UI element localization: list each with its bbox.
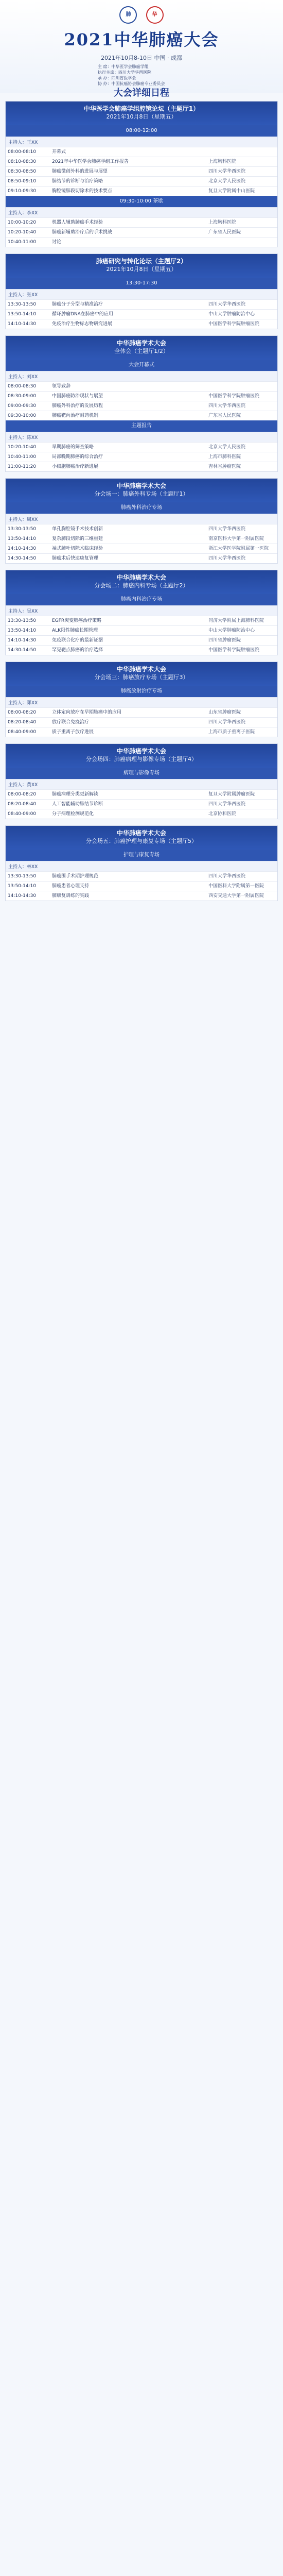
agenda-topic: 立体定向放疗在早期肺癌中的应用 <box>52 710 122 715</box>
agenda-institution <box>206 382 277 391</box>
block-subtitle: 全体会（主题厅1/2） <box>114 348 169 354</box>
agenda-topic: 质子重离子放疗进展 <box>52 730 94 735</box>
session-host: 主持人：李XX <box>6 207 277 217</box>
session-bar: 大会开幕式 <box>6 360 277 371</box>
agenda-time: 11:00-11:20 <box>8 464 37 469</box>
schedule-block <box>5 253 278 329</box>
agenda-institution: 中国医科大学附属第一医院 <box>208 884 264 889</box>
agenda-row <box>6 625 277 635</box>
agenda-institution: 四川大学华西医院 <box>208 802 246 807</box>
agenda-time: 14:10-14:30 <box>8 321 37 327</box>
agenda-row <box>6 319 277 329</box>
agenda-time: 08:20-08:40 <box>8 720 37 725</box>
agenda-row <box>6 544 277 553</box>
agenda-topic: 机器人辅助肺癌手术经验 <box>52 220 103 225</box>
session-bar: 肺癌外科治疗专场 <box>6 502 277 514</box>
agenda-institution: 四川大学华西医院 <box>208 720 246 725</box>
block-title: 中华医学会肺癌学组腔镜论坛（主题厅1） <box>83 105 200 112</box>
session-host: 主持人：林XX <box>6 861 277 871</box>
agenda-institution: 上海市质子重离子医院 <box>208 730 255 735</box>
agenda-topic: 罕见靶点肺癌的治疗选择 <box>52 648 103 653</box>
agenda-institution: 四川大学华西医院 <box>208 874 246 879</box>
agenda-row <box>6 809 277 819</box>
agenda-time: 13:30-13:50 <box>8 527 37 532</box>
block-title: 中华肺癌学术大会 <box>116 340 166 347</box>
agenda-institution: 上海胸科医院 <box>208 220 237 225</box>
session-host: 主持人：周XX <box>6 514 277 524</box>
block-header <box>6 336 277 360</box>
agenda-row <box>6 645 277 655</box>
session-host: 主持人：黄XX <box>6 779 277 789</box>
agenda-row <box>6 442 277 452</box>
session-bar: 13:30-17:30 <box>6 278 277 289</box>
agenda-row <box>6 411 277 420</box>
agenda-topic: 肺癌术后快速康复管理 <box>52 556 99 561</box>
block-subtitle: 分会场三：肺癌放疗专场（主题厅3） <box>94 674 189 681</box>
schedule-block <box>5 335 278 472</box>
agenda-row <box>6 299 277 309</box>
agenda-topic: 免疫联合化疗的最新证据 <box>52 638 103 643</box>
agenda-topic: 免疫治疗生物标志物研究进展 <box>52 321 113 327</box>
agenda-topic: 领导致辞 <box>52 384 71 389</box>
agenda-time: 09:30-10:00 <box>8 413 37 418</box>
agenda-row <box>6 534 277 544</box>
session-bar: 09:30-10:00 茶歇 <box>6 196 277 207</box>
agenda-time: 08:40-09:00 <box>8 811 37 817</box>
schedule-title: 大会详细日程 <box>114 88 169 98</box>
agenda-institution: 西安交通大学第一附属医院 <box>208 893 264 899</box>
agenda-time: 08:30-08:50 <box>8 169 37 174</box>
agenda-institution: 上海市肺科医院 <box>208 454 241 460</box>
organizer-line: 协 办：中国抗癌协会肺癌专业委员会 <box>98 81 165 86</box>
agenda-row <box>6 789 277 799</box>
agenda-topic: 肺癌微创外科的进展与展望 <box>52 169 108 174</box>
agenda-row <box>6 227 277 237</box>
agenda-topic: 肺癌靶向治疗耐药机制 <box>52 413 99 418</box>
block-subtitle: 2021年10月8日（星期五） <box>106 266 177 273</box>
agenda-row <box>6 727 277 737</box>
agenda-institution <box>206 238 277 247</box>
agenda-time: 13:30-13:50 <box>8 618 37 623</box>
agenda-topic: 开幕式 <box>52 149 66 155</box>
agenda-institution: 中国医学科学院肿瘤医院 <box>208 394 260 399</box>
agenda-topic: 放疗联合免疫治疗 <box>52 720 90 725</box>
agenda-row <box>6 717 277 727</box>
organizer-line: 执行主席：四川大学华西医院 <box>98 70 151 75</box>
agenda-row <box>6 401 277 411</box>
agenda-institution: 山东省肿瘤医院 <box>208 710 241 715</box>
agenda-row <box>6 707 277 717</box>
agenda-topic: 胸腔镜肺段切除术的技术要点 <box>52 189 113 194</box>
schedule-block <box>5 478 278 564</box>
schedule-block <box>5 101 278 247</box>
session-bar: 肺癌内科治疗专场 <box>6 594 277 605</box>
agenda-institution: 中国医学科学院肿瘤医院 <box>208 648 260 653</box>
agenda-topic: 循环肿瘤DNA在肺癌中的应用 <box>52 312 113 317</box>
agenda-row <box>6 186 277 196</box>
session-host: 主持人：吴XX <box>6 605 277 616</box>
agenda-institution: 四川大学华西医院 <box>208 403 246 409</box>
agenda-row <box>6 217 277 227</box>
agenda-row <box>6 635 277 645</box>
block-header <box>6 570 277 594</box>
block-title: 中华肺癌学术大会 <box>116 748 166 755</box>
agenda-row <box>6 157 277 166</box>
conference-title: 2021中华肺癌大会 <box>64 30 219 49</box>
block-subtitle: 分会场四：肺癌病理与影像专场（主题厅4） <box>86 756 197 762</box>
agenda-topic: EGFR突变肺癌治疗策略 <box>52 618 102 623</box>
session-host: 主持人：王XX <box>6 137 277 147</box>
block-header <box>6 744 277 768</box>
block-title: 中华肺癌学术大会 <box>116 574 166 581</box>
session-bar: 肺癌放射治疗专场 <box>6 686 277 697</box>
agenda-institution: 吉林省肿瘤医院 <box>208 464 241 469</box>
agenda-time: 13:50-14:10 <box>8 628 37 633</box>
agenda-topic: 分子病理检测规范化 <box>52 811 94 817</box>
session-host: 主持人：陈XX <box>6 432 277 442</box>
agenda-time: 13:50-14:10 <box>8 884 37 889</box>
agenda-institution: 北京大学人民医院 <box>208 445 246 450</box>
agenda-institution: 四川大学华西医院 <box>208 169 246 174</box>
block-title: 肺癌研究与转化论坛（主题厅2） <box>96 258 187 265</box>
agenda-time: 09:00-09:30 <box>8 403 37 409</box>
agenda-time: 08:00-08:30 <box>8 384 37 389</box>
block-header <box>6 254 277 278</box>
agenda-time: 08:50-09:10 <box>8 179 37 184</box>
conference-header <box>0 0 283 98</box>
block-title: 中华肺癌学术大会 <box>116 666 166 673</box>
society-logo-mark: 肺 <box>126 12 131 18</box>
block-header <box>6 662 277 686</box>
agenda-row <box>6 237 277 247</box>
block-subtitle: 分会场一：肺癌外科专场（主题厅1） <box>94 490 189 497</box>
agenda-time: 08:40-09:00 <box>8 730 37 735</box>
agenda-institution: 广东省人民医院 <box>208 413 241 418</box>
schedule-block <box>5 825 278 901</box>
agenda-topic: 肺癌分子分型与精准治疗 <box>52 302 103 307</box>
agenda-topic: 肺康复训练的实践 <box>52 893 90 899</box>
agenda-time: 08:00-08:10 <box>8 149 37 155</box>
agenda-topic: 讨论 <box>52 240 62 245</box>
agenda-time: 14:10-14:30 <box>8 546 37 551</box>
hospital-logo <box>146 6 164 24</box>
block-title: 中华肺癌学术大会 <box>116 829 166 837</box>
agenda-time: 14:10-14:30 <box>8 893 37 899</box>
agenda-row <box>6 381 277 391</box>
agenda-row <box>6 166 277 176</box>
agenda-row <box>6 891 277 901</box>
block-header <box>6 479 277 502</box>
agenda-row <box>6 616 277 625</box>
agenda-row <box>6 871 277 881</box>
session-bar: 主题报告 <box>6 420 277 432</box>
block-subtitle: 分会场五：肺癌护理与康复专场（主题厅5） <box>86 838 197 844</box>
agenda-topic: 2021年中华医学会肺癌学组工作报告 <box>52 159 129 164</box>
agenda-topic: 复杂肺段切除的三维重建 <box>52 536 103 541</box>
session-bar: 病理与影像专场 <box>6 768 277 779</box>
agenda-institution: 中山大学肿瘤防治中心 <box>208 628 255 633</box>
conference-date: 2021年10月8-10日 中国 · 成都 <box>101 55 182 61</box>
agenda-time: 08:10-08:30 <box>8 159 37 164</box>
agenda-time: 14:10-14:30 <box>8 638 37 643</box>
agenda-row <box>6 147 277 157</box>
agenda-row <box>6 799 277 809</box>
agenda-row <box>6 524 277 534</box>
session-host: 主持人：张XX <box>6 289 277 299</box>
agenda-institution: 浙江大学医学院附属第一医院 <box>208 546 269 551</box>
organizer-list <box>98 64 165 87</box>
organizer-line: 主 席：中华医学会肺癌学组 <box>98 64 149 69</box>
agenda-row <box>6 452 277 462</box>
logo-row <box>0 6 283 26</box>
block-title: 中华肺癌学术大会 <box>116 482 166 489</box>
agenda-institution: 复旦大学附属肿瘤医院 <box>208 792 255 797</box>
agenda-institution: 复旦大学附属中山医院 <box>208 189 255 194</box>
agenda-institution <box>206 147 277 157</box>
agenda-time: 10:40-11:00 <box>8 454 37 460</box>
agenda-time: 14:30-14:50 <box>8 556 37 561</box>
schedule-blocks <box>0 101 283 901</box>
agenda-topic: ALK阳性肺癌长期管理 <box>52 628 98 633</box>
block-header <box>6 826 277 850</box>
agenda-topic: 小细胞肺癌治疗新进展 <box>52 464 99 469</box>
agenda-time: 10:20-10:40 <box>8 445 37 450</box>
block-header <box>6 101 277 125</box>
session-bar: 08:00-12:00 <box>6 125 277 137</box>
agenda-institution: 北京协和医院 <box>208 811 237 817</box>
agenda-topic: 肺癌病理分类更新解读 <box>52 792 99 797</box>
agenda-time: 08:20-08:40 <box>8 802 37 807</box>
session-bar: 护理与康复专场 <box>6 850 277 861</box>
agenda-time: 13:30-13:50 <box>8 302 37 307</box>
agenda-time: 10:00-10:20 <box>8 220 37 225</box>
schedule-block <box>5 570 278 655</box>
session-host: 主持人：郑XX <box>6 697 277 707</box>
agenda-institution: 北京大学人民医院 <box>208 179 246 184</box>
agenda-institution: 四川大学华西医院 <box>208 556 246 561</box>
agenda-institution: 中山大学肿瘤防治中心 <box>208 312 255 317</box>
agenda-time: 13:30-13:50 <box>8 874 37 879</box>
agenda-row <box>6 881 277 891</box>
agenda-topic: 肺癌外科治疗的发展历程 <box>52 403 103 409</box>
agenda-topic: 肺癌患者心理支持 <box>52 884 90 889</box>
agenda-time: 08:00-08:20 <box>8 792 37 797</box>
schedule-block <box>5 743 278 819</box>
agenda-topic: 肺癌新辅助治疗后的手术挑战 <box>52 230 113 235</box>
agenda-topic: 早期肺癌的筛查策略 <box>52 445 94 450</box>
agenda-topic: 袖式肺叶切除术临床经验 <box>52 546 103 551</box>
agenda-time: 08:00-08:20 <box>8 710 37 715</box>
organizer-line: 承 办：四川省医学会 <box>98 76 136 80</box>
agenda-row <box>6 462 277 471</box>
agenda-institution: 四川大学华西医院 <box>208 527 246 532</box>
block-subtitle: 分会场二：肺癌内科专场（主题厅2） <box>94 582 189 589</box>
agenda-row <box>6 176 277 186</box>
agenda-institution: 同济大学附属上海肺科医院 <box>208 618 264 623</box>
agenda-time: 13:50-14:10 <box>8 312 37 317</box>
society-logo <box>119 6 137 24</box>
agenda-topic: 人工智能辅助肺结节诊断 <box>52 802 103 807</box>
agenda-institution: 上海胸科医院 <box>208 159 237 164</box>
schedule-block <box>5 662 278 737</box>
agenda-topic: 单孔胸腔镜手术技术创新 <box>52 527 103 532</box>
agenda-row <box>6 553 277 563</box>
agenda-row <box>6 309 277 319</box>
block-subtitle: 2021年10月8日（星期五） <box>106 113 177 120</box>
agenda-institution: 广东省人民医院 <box>208 230 241 235</box>
agenda-time: 09:10-09:30 <box>8 189 37 194</box>
agenda-topic: 中国肺癌防治现状与展望 <box>52 394 103 399</box>
agenda-institution: 南京医科大学第一附属医院 <box>208 536 264 541</box>
agenda-time: 13:50-14:10 <box>8 536 37 541</box>
hospital-logo-mark: 华 <box>152 12 157 18</box>
agenda-topic: 肺结节的诊断与治疗策略 <box>52 179 103 184</box>
agenda-time: 08:30-09:00 <box>8 394 37 399</box>
agenda-time: 10:40-11:00 <box>8 240 37 245</box>
agenda-row <box>6 391 277 401</box>
agenda-time: 10:20-10:40 <box>8 230 37 235</box>
agenda-institution: 四川大学华西医院 <box>208 302 246 307</box>
agenda-institution: 中国医学科学院肿瘤医院 <box>208 321 260 327</box>
session-host: 主持人：刘XX <box>6 371 277 381</box>
agenda-time: 14:30-14:50 <box>8 648 37 653</box>
agenda-topic: 肺癌围手术期护理规范 <box>52 874 99 879</box>
agenda-topic: 局部晚期肺癌的综合治疗 <box>52 454 103 460</box>
agenda-institution: 四川省肿瘤医院 <box>208 638 241 643</box>
